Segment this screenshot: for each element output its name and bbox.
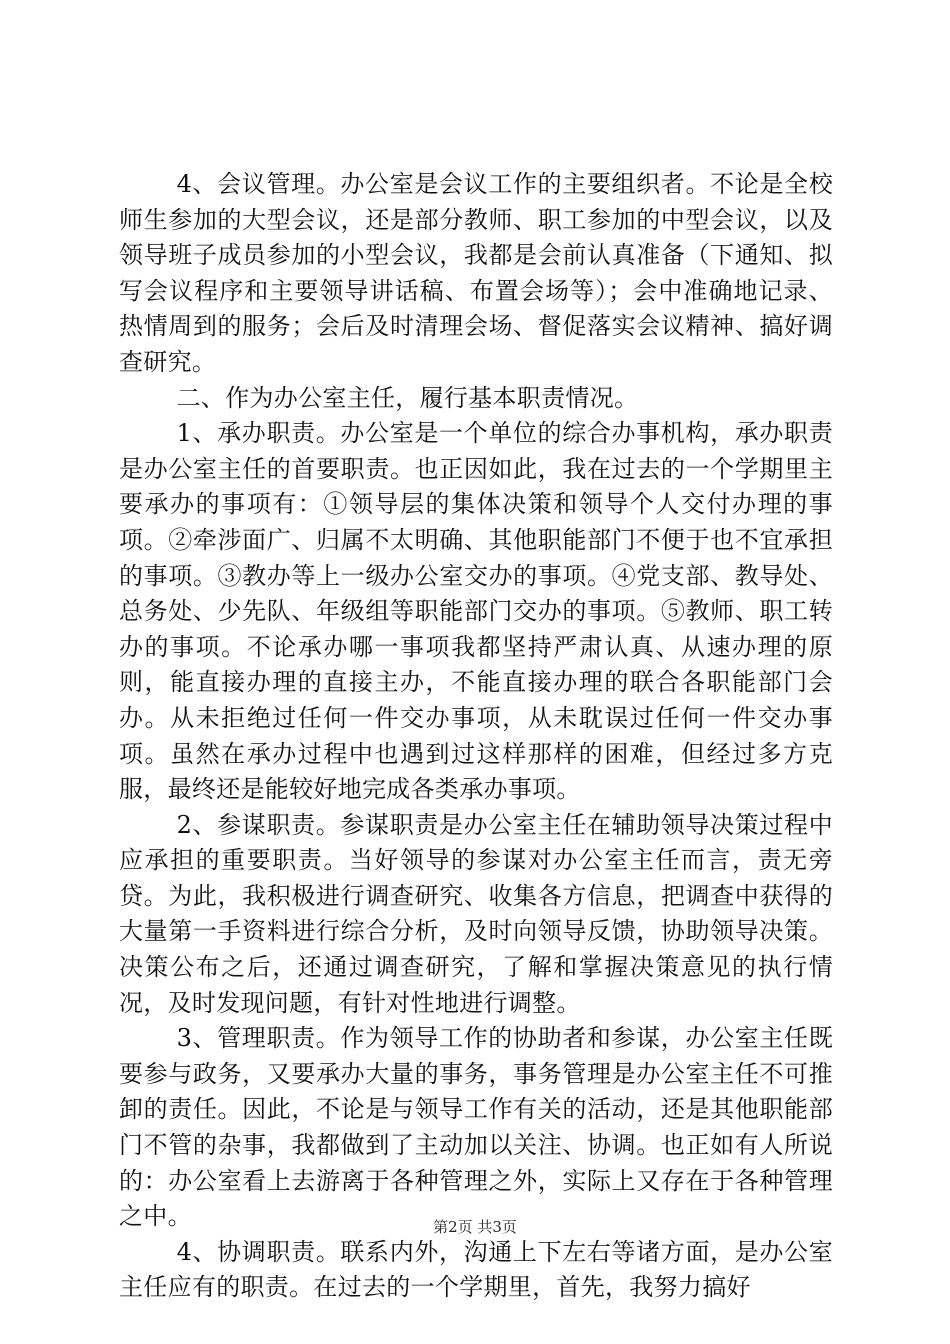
paragraph-undertaking-duty: 1、承办职责。办公室是一个单位的综合办事机构，承办职责是办公室主任的首要职责。也正因如此，我在过去的一个学期里主要承办的事项有：①领导层的集体决策和领导个人交付办理的事项。②牵涉面广、归属不太明确、其他职能部门不便于也不宜承担的事项。③教办等上一级办公室交办的事项。④党支部、教导处、总务处、少先队、年级组等职能部门交办的事项。⑤教师、职工转办的事项。不论承办哪一事项我都坚持严肃认真、从速办理的原则，能直接办理的直接主办，不能直接办理的联合各职能部门会办。从未拒绝过任何一件交办事项，从未耽误过任何一件交办事项。虽然在承办过程中也遇到过这样那样的困难，但经过多方克服，最终还是能较好地完成各类承办事项。: [119, 419, 833, 804]
page-number-footer: 第2页 共3页: [433, 1218, 517, 1236]
paragraph-coordination-duty: 4、协调职责。联系内外，沟通上下左右等诸方面，是办公室主任应有的职责。在过去的一个学期里，首先，我努力搞好: [119, 1237, 833, 1302]
paragraph-meeting-management: 4、会议管理。办公室是会议工作的主要组织者。不论是全校师生参加的大型会议，还是部分教师、职工参加的中型会议，以及领导班子成员参加的小型会议，我都是会前认真准备（下通知、拟写会议程序和主要领导讲话稿、布置会场等）；会中准确地记录、热情周到的服务；会后及时清理会场、督促落实会议精神、搞好调查研究。: [119, 170, 833, 376]
document-body: [119, 167, 833, 1306]
section-heading-duties: 二、作为办公室主任，履行基本职责情况。: [176, 383, 639, 412]
paragraph-advisory-duty: 2、参谋职责。参谋职责是办公室主任在辅助领导决策过程中应承担的重要职责。当好领导的参谋对办公室主任而言，责无旁贷。为此，我积极进行调查研究、收集各方信息，把调查中获得的大量第一手资料进行综合分析，及时向领导反馈，协助领导决策。决策公布之后，还通过调查研究，了解和掌握决策意见的执行情况，及时发现问题，有针对性地进行调整。: [119, 810, 833, 1017]
paragraph-management-duty: 3、管理职责。作为领导工作的协助者和参谋，办公室主任既要参与政务，又要承办大量的事务，事务管理是办公室主任不可推卸的责任。因此，不论是与领导工作有关的活动，还是其他职能部门不管的杂事，我都做到了主动加以关注、协调。也正如有人所说的：办公室看上去游离于各种管理之外，实际上又存在于各种管理之中。: [119, 1024, 833, 1231]
